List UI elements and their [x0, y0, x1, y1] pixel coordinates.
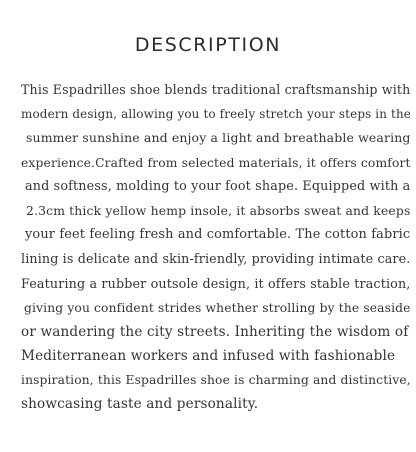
description-line: Featuring a rubber outsole design, it offers stable traction,	[21, 275, 411, 291]
description-line: or wandering the city streets. Inheriting the wisdom of	[21, 323, 409, 340]
section-title: DESCRIPTION	[134, 34, 282, 56]
description-line: and softness, molding to your foot shape. Equipped with a	[25, 178, 411, 194]
description-line: summer sunshine and enjoy a light and breathable wearing	[26, 130, 411, 146]
description-body	[0, 78, 416, 417]
description-line: inspiration, this Espadrilles shoe is charming and distinctive,	[21, 373, 411, 388]
description-line: Mediterranean workers and infused with fashionable	[21, 348, 396, 365]
description-line: your feet feeling fresh and comfortable. The cotton fabric	[25, 227, 411, 243]
description-line: lining is delicate and skin-friendly, providing intimate care.	[21, 251, 411, 267]
description-line: modern design, allowing you to freely stretch your steps in the	[21, 107, 412, 122]
description-line: showcasing taste and personality.	[21, 396, 259, 413]
description-line: giving you confident strides whether strolling by the seaside	[24, 300, 411, 315]
description-line: 2.3cm thick yellow hemp insole, it absorbs sweat and keeps	[26, 202, 411, 218]
description-line: This Espadrilles shoe blends traditional craftsmanship with	[21, 82, 411, 97]
description-line: experience.Crafted from selected materials, it offers comfort	[21, 155, 411, 170]
